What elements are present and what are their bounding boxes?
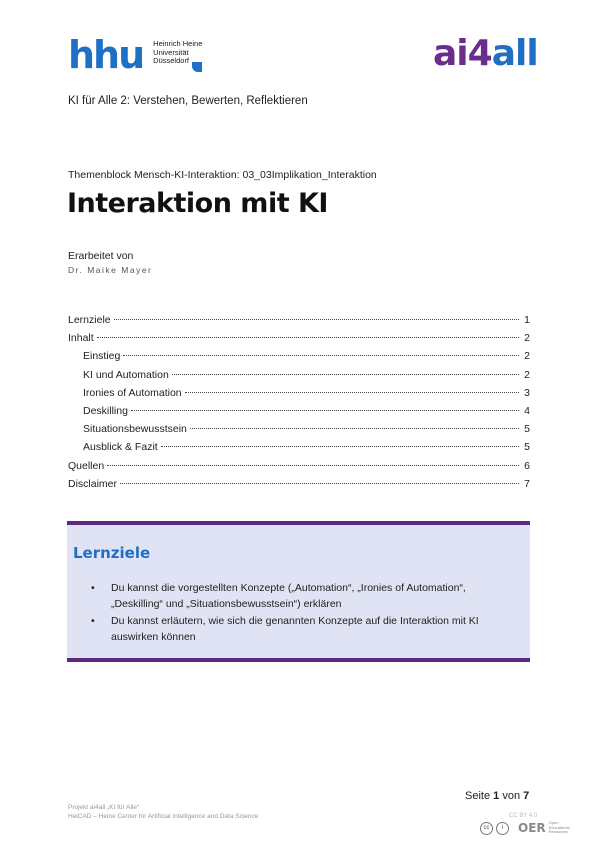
- table-of-contents: [68, 314, 530, 496]
- toc-entry-ki-und-automation[interactable]: KI und Automation 2: [83, 368, 530, 381]
- ai4all-logo: ai4all: [433, 33, 538, 74]
- list-item: • Du kannst die vorgestellten Konzepte („Automation“, „Ironies of Automation“, „Deskilling“ und „Situationsbewusstsein“) erklären: [91, 582, 466, 610]
- toc-entry-einstieg[interactable]: Einstieg 2: [83, 350, 530, 363]
- toc-entry-situationsbewusstsein[interactable]: Situationsbewusstsein 5: [83, 423, 530, 436]
- list-item: • Du kannst erläutern, wie sich die genannten Konzepte auf die Interaktion mit KI auswirken können: [91, 615, 479, 643]
- bullet-icon: •: [91, 582, 95, 594]
- bullet-icon: •: [91, 615, 95, 627]
- toc-entry-lernziele[interactable]: Lernziele 1: [68, 314, 530, 326]
- attribution-icon: i: [496, 822, 509, 835]
- author-name: Dr. Maike Mayer: [68, 265, 153, 275]
- license-label: CC BY 4.0: [509, 813, 538, 819]
- theme-block-label: Themenblock Mensch-KI-Interaktion: 03_03Implikation_Interaktion: [68, 169, 377, 181]
- footer-project-info: Projekt ai4all „KI für Alle“ HeiCAD – Heine Center for Artificial Intelligence and Data Science: [68, 804, 259, 820]
- toc-entry-quellen[interactable]: Quellen 6: [68, 459, 530, 472]
- toc-entry-inhalt[interactable]: Inhalt 2: [68, 332, 530, 345]
- license-badges: [480, 821, 577, 835]
- hhu-logo-text: Heinrich Heine Universität Düsseldorf: [153, 39, 203, 66]
- page-number: Seite 1 von 7: [465, 790, 530, 802]
- author-label: Erarbeitet von: [68, 250, 134, 262]
- toc-entry-disclaimer[interactable]: Disclaimer 7: [68, 477, 530, 490]
- learning-goals-list: [91, 581, 511, 647]
- learning-goals-box: [67, 521, 530, 662]
- cc-icon: cc: [480, 822, 493, 835]
- toc-entry-ironies-of-automation[interactable]: Ironies of Automation 3: [83, 386, 530, 399]
- oer-logo: OER: [518, 821, 546, 835]
- hhu-logo-mark: hhu: [68, 33, 144, 77]
- hhu-logo: [68, 33, 203, 77]
- course-title: KI für Alle 2: Verstehen, Bewerten, Reflektieren: [68, 95, 308, 107]
- hhu-logo-dot: [192, 62, 202, 72]
- document-title: Interaktion mit KI: [67, 188, 328, 219]
- toc-entry-ausblick-fazit[interactable]: Ausblick & Fazit 5: [83, 441, 530, 454]
- toc-entry-deskilling[interactable]: Deskilling 4: [83, 404, 530, 417]
- oer-text: Open Educational Resources: [548, 820, 570, 835]
- learning-goals-title: Lernziele: [73, 544, 151, 562]
